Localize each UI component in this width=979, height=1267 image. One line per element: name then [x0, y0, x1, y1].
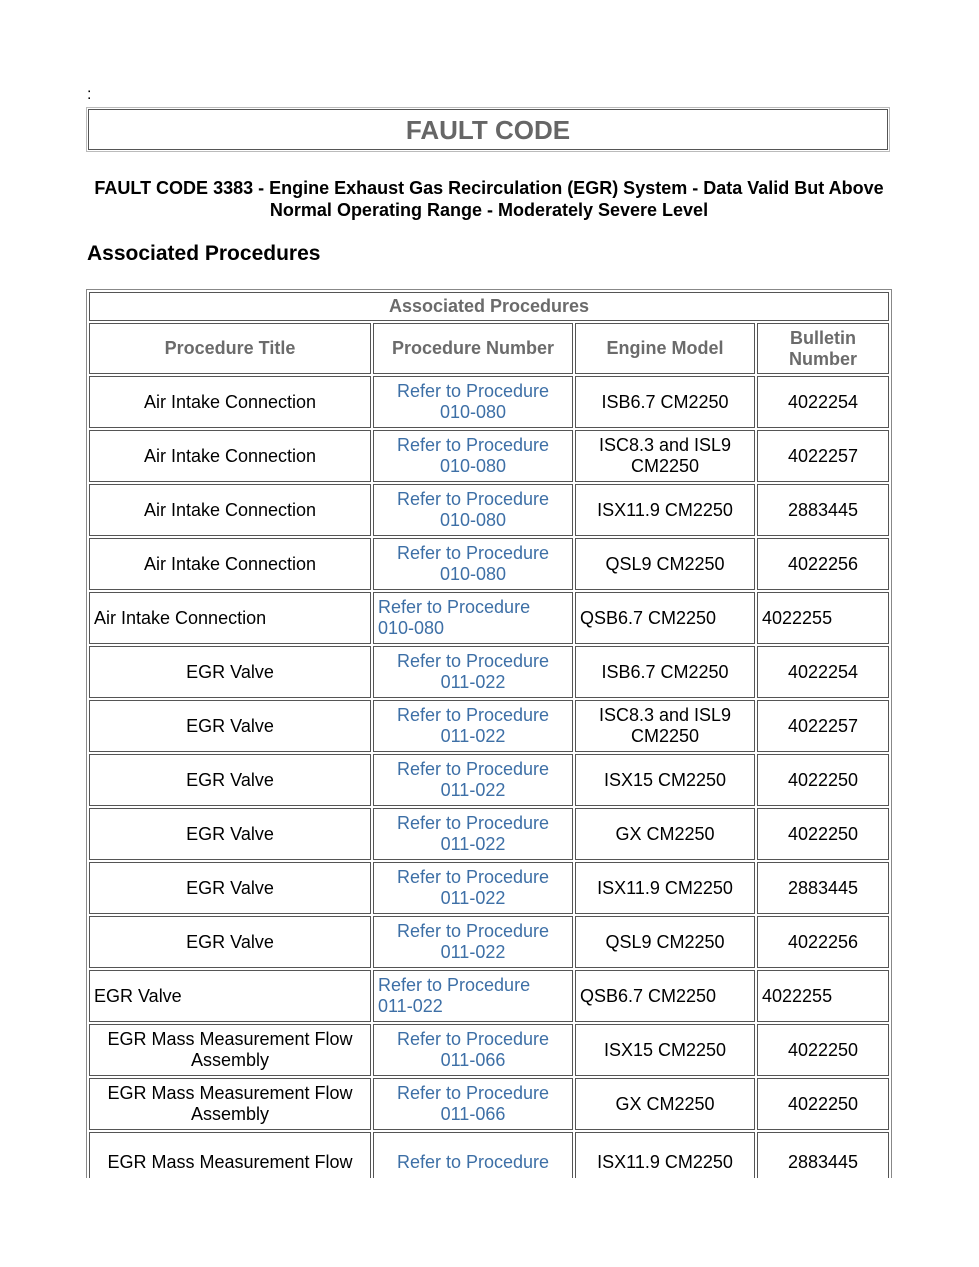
engine-model-cell: ISX11.9 CM2250: [575, 862, 755, 914]
table-row: [89, 754, 889, 806]
procedure-title-cell: Air Intake Connection: [89, 430, 371, 482]
engine-model-cell: ISC8.3 and ISL9 CM2250: [575, 430, 755, 482]
bulletin-number-cell: 4022250: [757, 1078, 889, 1130]
engine-model-cell: GX CM2250: [575, 808, 755, 860]
table-row: [89, 970, 889, 1022]
table-caption: Associated Procedures: [89, 292, 889, 321]
procedure-link[interactable]: Refer to Procedure 011-022: [373, 700, 573, 752]
bulletin-number-cell: 4022254: [757, 646, 889, 698]
bulletin-number-cell: 2883445: [757, 862, 889, 914]
procedure-link[interactable]: Refer to Procedure: [373, 1132, 573, 1192]
page-clip: [0, 1178, 979, 1267]
bulletin-number-cell: 4022256: [757, 538, 889, 590]
header-bulletin-number: Bulletin Number: [757, 323, 889, 374]
procedure-title-cell: Air Intake Connection: [89, 538, 371, 590]
engine-model-cell: ISC8.3 and ISL9 CM2250: [575, 700, 755, 752]
engine-model-cell: QSL9 CM2250: [575, 916, 755, 968]
table-row: [89, 376, 889, 428]
table-row: [89, 700, 889, 752]
bulletin-number-cell: 2883445: [757, 484, 889, 536]
procedure-title-cell: Air Intake Connection: [89, 376, 371, 428]
procedure-title-cell: EGR Valve: [89, 754, 371, 806]
table-row: [89, 916, 889, 968]
engine-model-cell: GX CM2250: [575, 1078, 755, 1130]
engine-model-cell: ISX11.9 CM2250: [575, 1132, 755, 1192]
procedure-title-cell: EGR Valve: [89, 646, 371, 698]
bulletin-number-cell: 4022255: [757, 592, 889, 644]
table-row: [89, 484, 889, 536]
engine-model-cell: QSB6.7 CM2250: [575, 592, 755, 644]
fault-code-banner: FAULT CODE: [88, 109, 888, 150]
procedure-title-cell: EGR Valve: [89, 970, 371, 1022]
table-row: [89, 808, 889, 860]
table-row: [89, 862, 889, 914]
bulletin-number-cell: 2883445: [757, 1132, 889, 1192]
bulletin-number-cell: 4022257: [757, 700, 889, 752]
section-heading: Associated Procedures: [87, 242, 321, 265]
bulletin-number-cell: 4022257: [757, 430, 889, 482]
procedure-link[interactable]: Refer to Procedure 010-080: [373, 376, 573, 428]
procedure-title-cell: Air Intake Connection: [89, 484, 371, 536]
procedure-link[interactable]: Refer to Procedure 011-022: [373, 970, 573, 1022]
bulletin-number-cell: 4022250: [757, 1024, 889, 1076]
bulletin-number-cell: 4022250: [757, 808, 889, 860]
bulletin-number-cell: 4022254: [757, 376, 889, 428]
table-row: [89, 1078, 889, 1130]
procedure-link[interactable]: Refer to Procedure 010-080: [373, 484, 573, 536]
header-procedure-number: Procedure Number: [373, 323, 573, 374]
engine-model-cell: ISB6.7 CM2250: [575, 646, 755, 698]
procedure-link[interactable]: Refer to Procedure 011-022: [373, 808, 573, 860]
procedure-title-cell: EGR Valve: [89, 916, 371, 968]
table-row: [89, 1024, 889, 1076]
table-row: [89, 538, 889, 590]
table-row: [89, 592, 889, 644]
procedure-link[interactable]: Refer to Procedure 010-080: [373, 592, 573, 644]
procedure-link[interactable]: Refer to Procedure 011-066: [373, 1078, 573, 1130]
procedure-title-cell: EGR Mass Measurement Flow Assembly: [89, 1078, 371, 1130]
procedure-title-cell: EGR Valve: [89, 700, 371, 752]
page-colon: :: [87, 86, 92, 103]
procedure-link[interactable]: Refer to Procedure 011-022: [373, 916, 573, 968]
table-row: [89, 430, 889, 482]
bulletin-number-cell: 4022255: [757, 970, 889, 1022]
procedure-link[interactable]: Refer to Procedure 010-080: [373, 430, 573, 482]
procedure-link[interactable]: Refer to Procedure 011-022: [373, 754, 573, 806]
header-engine-model: Engine Model: [575, 323, 755, 374]
header-procedure-title: Procedure Title: [89, 323, 371, 374]
procedure-title-cell: EGR Mass Measurement Flow: [89, 1132, 371, 1192]
engine-model-cell: ISX15 CM2250: [575, 754, 755, 806]
bulletin-number-cell: 4022256: [757, 916, 889, 968]
engine-model-cell: ISX11.9 CM2250: [575, 484, 755, 536]
engine-model-cell: ISB6.7 CM2250: [575, 376, 755, 428]
procedure-link[interactable]: Refer to Procedure 011-066: [373, 1024, 573, 1076]
bulletin-number-cell: 4022250: [757, 754, 889, 806]
engine-model-cell: QSB6.7 CM2250: [575, 970, 755, 1022]
procedure-link[interactable]: Refer to Procedure 010-080: [373, 538, 573, 590]
fault-code-title: FAULT CODE 3383 - Engine Exhaust Gas Recirculation (EGR) System - Data Valid But Above Normal Operating Range - Moderately Severe Level: [94, 178, 884, 220]
procedure-link[interactable]: Refer to Procedure 011-022: [373, 646, 573, 698]
procedure-title-cell: Air Intake Connection: [89, 592, 371, 644]
procedures-table: [86, 289, 892, 1195]
engine-model-cell: ISX15 CM2250: [575, 1024, 755, 1076]
procedure-title-cell: EGR Mass Measurement Flow Assembly: [89, 1024, 371, 1076]
engine-model-cell: QSL9 CM2250: [575, 538, 755, 590]
procedure-link[interactable]: Refer to Procedure 011-022: [373, 862, 573, 914]
procedure-title-cell: EGR Valve: [89, 808, 371, 860]
table-row: [89, 646, 889, 698]
procedure-title-cell: EGR Valve: [89, 862, 371, 914]
